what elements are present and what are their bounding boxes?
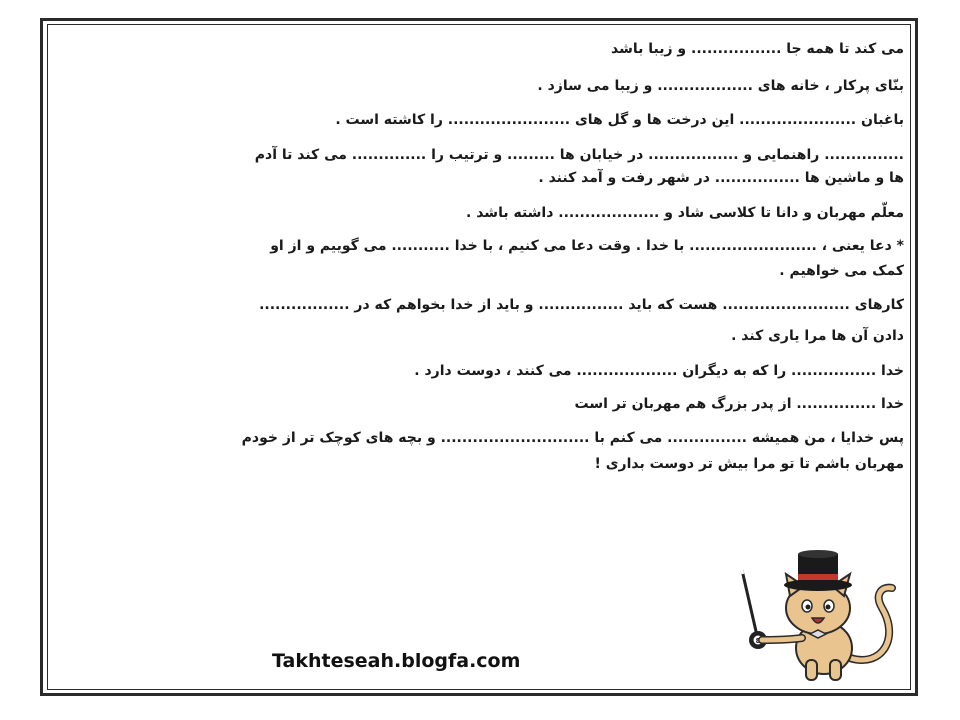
- text-line-5: ها و ماشین ها ................ در شهر رفت و آمد کنند .: [538, 170, 904, 186]
- text-line-1: می کند تا همه جا ................. و زیبا باشد: [611, 41, 904, 57]
- text-line-10: دادن آن ها مرا یاری کند .: [731, 328, 904, 344]
- text-line-4: ............... راهنمایی و ................. در خیابان ها ......... و ترتیب را .............. می کند تا آدم: [254, 147, 904, 163]
- text-line-13: پس خدایا ، من همیشه ............... می کنم با ............................ و بچه های کوچک تر از خودم: [241, 430, 904, 446]
- watermark-url: Takhteseah.blogfa.com: [272, 650, 521, 672]
- text-line-2: بنّای پرکار ، خانه های .................. و زیبا می سازد .: [537, 78, 904, 94]
- text-line-12: خدا ............... از پدر بزرگ هم مهربان تر است: [574, 396, 904, 412]
- text-line-9: کارهای ........................ هست که باید ................ و باید از خدا بخواهم که در .................: [259, 297, 904, 313]
- text-line-11: خدا ................ را که به دیگران ................... می کنند ، دوست دارد .: [414, 363, 904, 379]
- magician-cat-illustration: [732, 548, 912, 683]
- text-line-14: مهربان باشم تا تو مرا بیش تر دوست بداری !: [594, 456, 904, 472]
- text-line-8: کمک می خواهیم .: [779, 263, 904, 279]
- text-line-7: * دعا یعنی ، ........................ با خدا . وقت دعا می کنیم ، با خدا ........... می گوییم و از او: [270, 238, 904, 254]
- text-line-6: معلّم مهربان و دانا تا کلاسی شاد و ................... داشته باشد .: [466, 205, 904, 221]
- wand-icon: [742, 570, 758, 640]
- text-line-3: باغبان ...................... این درخت ها و گل های ....................... را کاشته است .: [335, 112, 904, 128]
- svg-text:8: 8: [755, 637, 761, 645]
